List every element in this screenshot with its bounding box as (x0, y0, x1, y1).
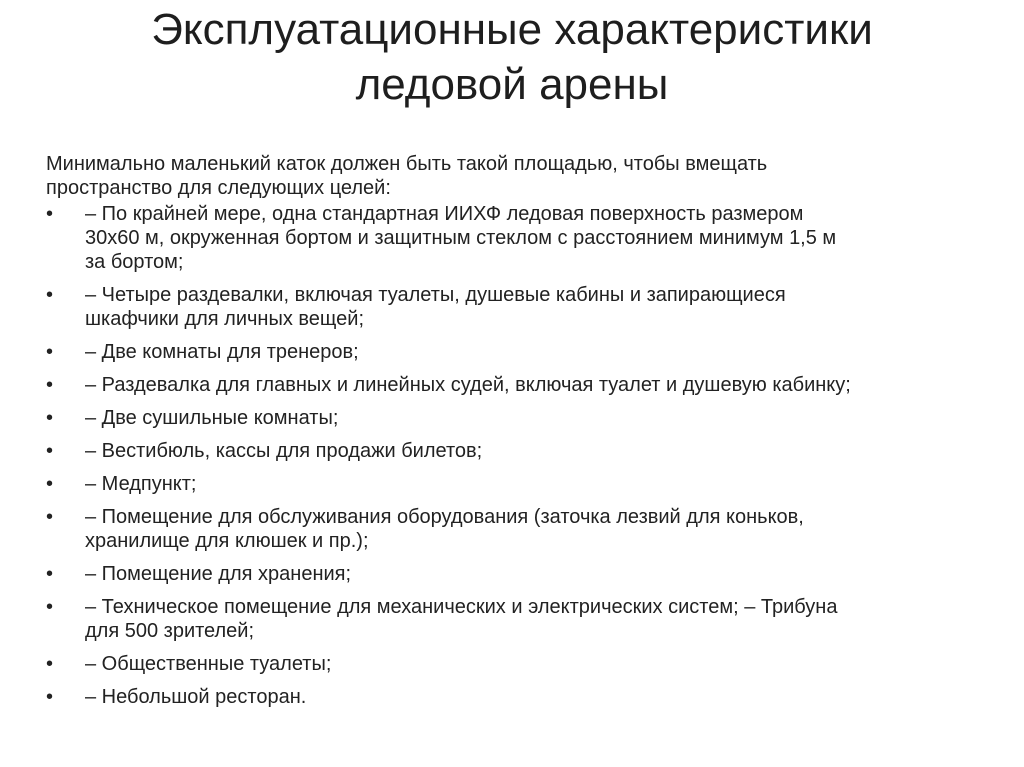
list-item (46, 505, 986, 553)
list-item-line: – Две сушильные комнаты; (85, 407, 339, 429)
list-item (46, 406, 986, 430)
list-item (46, 283, 986, 331)
list-item (46, 562, 986, 586)
list-item-line: – Помещение для обслуживания оборудования (заточка лезвий для коньков, (85, 506, 804, 528)
list-item (46, 595, 986, 643)
bullet-icon: • (46, 596, 54, 618)
bullet-icon: • (46, 473, 54, 495)
list-item-line: – Медпункт; (85, 473, 197, 495)
list-item-line: за бортом; (85, 251, 184, 273)
list-item-line: – Техническое помещение для механических и электрических систем; – Трибуна (85, 596, 838, 618)
bullet-icon: • (46, 407, 54, 429)
bullet-icon: • (46, 440, 54, 462)
list-item-line: – Четыре раздевалки, включая туалеты, душевые кабины и запирающиеся (85, 284, 786, 306)
list-item-line: – Раздевалка для главных и линейных судей, включая туалет и душевую кабинку; (85, 374, 851, 396)
list-item-line: – Помещение для хранения; (85, 563, 352, 585)
list-item (46, 340, 986, 364)
slide-body (46, 152, 986, 718)
list-item (46, 652, 986, 676)
list-item-line: – Общественные туалеты; (85, 653, 332, 675)
list-item-line: – Вестибюль, кассы для продажи билетов; (85, 440, 483, 462)
bullet-icon: • (46, 284, 54, 306)
intro-line: Минимально маленький каток должен быть такой площадью, чтобы вмещать (46, 153, 768, 175)
intro-paragraph (46, 152, 986, 200)
bullet-icon: • (46, 653, 54, 675)
bullet-icon: • (46, 563, 54, 585)
requirements-list (46, 202, 986, 709)
list-item (46, 472, 986, 496)
list-item-line: 30х60 м, окруженная бортом и защитным стеклом с расстоянием минимум 1,5 м (85, 227, 837, 249)
list-item (46, 202, 986, 274)
bullet-icon: • (46, 506, 54, 528)
slide-title-line: Эксплуатационные характеристики (151, 5, 873, 54)
bullet-icon: • (46, 686, 54, 708)
list-item-line: для 500 зрителей; (85, 620, 255, 642)
list-item-line: – Небольшой ресторан. (85, 686, 307, 708)
list-item (46, 373, 986, 397)
slide-title (40, 2, 984, 112)
intro-line: пространство для следующих целей: (46, 177, 391, 199)
list-item-line: – Две комнаты для тренеров; (85, 341, 359, 363)
list-item (46, 439, 986, 463)
slide-title-line: ледовой арены (355, 60, 669, 109)
list-item (46, 685, 986, 709)
bullet-icon: • (46, 374, 54, 396)
list-item-line: шкафчики для личных вещей; (85, 308, 365, 330)
list-item-line: хранилище для клюшек и пр.); (85, 530, 369, 552)
list-item-line: – По крайней мере, одна стандартная ИИХФ ледовая поверхность размером (85, 203, 804, 225)
bullet-icon: • (46, 341, 54, 363)
bullet-icon: • (46, 203, 54, 225)
